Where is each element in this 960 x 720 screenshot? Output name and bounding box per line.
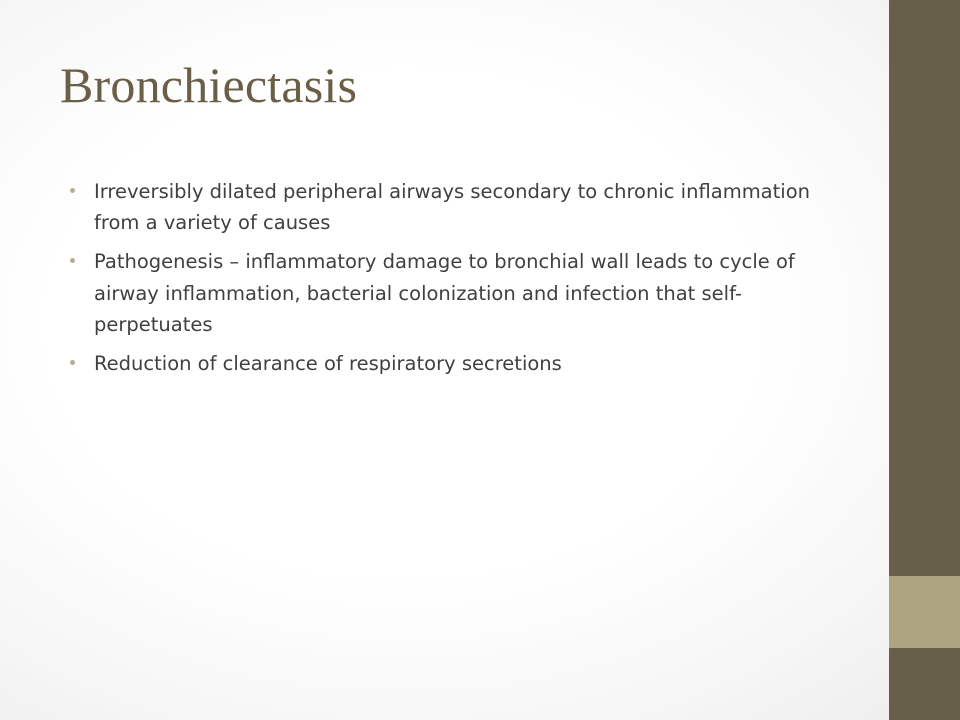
bullet-item-1 [70, 176, 840, 238]
decorative-side-bar [889, 0, 960, 720]
bullet-dot-icon [70, 360, 75, 365]
bullet-item-2 [70, 246, 840, 340]
side-bar-middle-segment [889, 576, 960, 648]
bullet-dot-icon [70, 188, 75, 193]
bullet-text: Pathogenesis – inflammatory damage to bronchial wall leads to cycle of airway inflammation, bacterial colonization and infection that self-perpetuates [94, 250, 795, 336]
side-bar-top-segment [889, 0, 960, 576]
bullet-text: Reduction of clearance of respiratory secretions [94, 351, 562, 375]
side-bar-bottom-segment [889, 648, 960, 720]
bullet-list [70, 176, 840, 387]
bullet-text: Irreversibly dilated peripheral airways secondary to chronic inflammation from a variety of causes [94, 180, 810, 235]
bullet-dot-icon [70, 258, 75, 263]
bullet-item-3 [70, 348, 840, 379]
slide-title: Bronchiectasis [60, 57, 358, 113]
